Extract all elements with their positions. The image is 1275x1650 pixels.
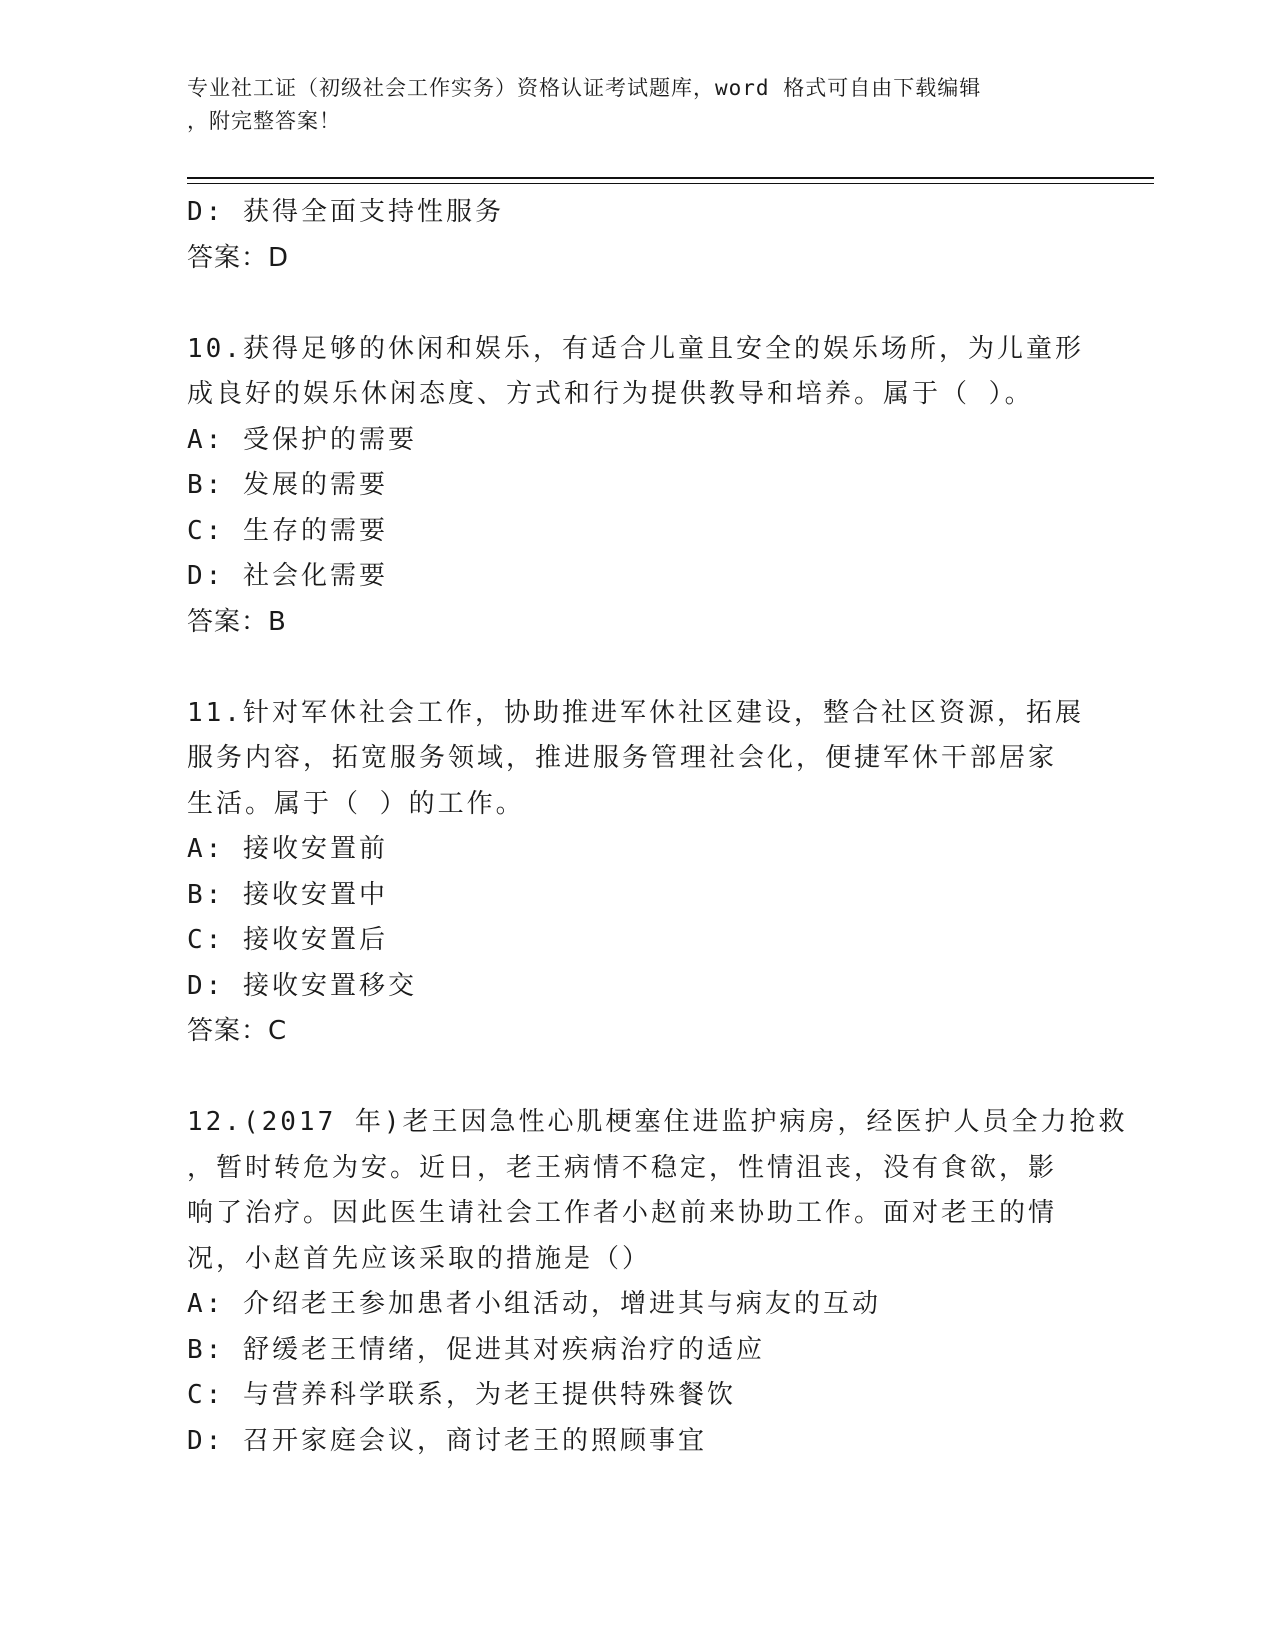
- spacer: [187, 1055, 1087, 1101]
- header-divider-thick: [187, 177, 1154, 179]
- option-c: C: 与营养科学联系，为老王提供特殊餐饮: [187, 1380, 736, 1410]
- question-stem-line: 11.针对军休社会工作，协助推进军休社区建设，整合社区资源，拓展: [187, 697, 1084, 728]
- question-stem-line: 10.获得足够的休闲和娱乐，有适合儿童且安全的娱乐场所，为儿童形: [187, 333, 1084, 364]
- option-d: D: 接收安置移交: [187, 970, 417, 1001]
- question-content: [187, 190, 1128, 1464]
- option-d: D: 社会化需要: [187, 561, 388, 591]
- question-stem-line: 况，小赵首先应该采取的措施是（）: [187, 1243, 652, 1274]
- answer-line: 答案：C: [187, 1016, 288, 1046]
- question-stem-line: 成良好的娱乐休闲态度、方式和行为提供教导和培养。属于（ ）。: [187, 379, 1034, 409]
- question-11: [187, 691, 1087, 1055]
- question-10: [187, 327, 1087, 646]
- option-c: C: 生存的需要: [187, 515, 388, 546]
- option-a: A: 介绍老王参加患者小组活动，增进其与病友的互动: [187, 1289, 881, 1319]
- document-header: [187, 72, 1067, 138]
- previous-question-tail: [187, 190, 1087, 281]
- question-stem-line: 12.(2017 年)老王因急性心肌梗塞住进监护病房，经医护人员全力抢救: [187, 1107, 1128, 1137]
- option-b: B: 接收安置中: [187, 879, 388, 910]
- option-c: C: 接收安置后: [187, 925, 388, 955]
- answer-line: 答案：B: [187, 606, 287, 637]
- question-stem-line: 服务内容，拓宽服务领域，推进服务管理社会化，便捷军休干部居家: [187, 743, 1058, 773]
- question-stem-line: ，暂时转危为安。近日，老王病情不稳定，性情沮丧，没有食欲，影: [187, 1152, 1058, 1183]
- question-stem-line: 响了治疗。因此医生请社会工作者小赵前来协助工作。面对老王的情: [187, 1198, 1058, 1228]
- question-stem-line: 生活。属于（ ）的工作。: [187, 788, 525, 819]
- option-b: B: 发展的需要: [187, 470, 388, 500]
- header-divider-thin: [187, 183, 1154, 184]
- spacer: [187, 281, 1087, 327]
- question-12: [187, 1100, 1128, 1464]
- option-a: A: 接收安置前: [187, 834, 388, 864]
- option-d: D: 获得全面支持性服务: [187, 197, 504, 227]
- option-a: A: 受保护的需要: [187, 424, 417, 455]
- answer-line: 答案：D: [187, 242, 290, 273]
- header-title-line-2: ，附完整答案！: [187, 109, 341, 133]
- option-d: D: 召开家庭会议，商讨老王的照顾事宜: [187, 1425, 707, 1456]
- spacer: [187, 645, 1087, 691]
- header-title-line-1: 专业社工证（初级社会工作实务）资格认证考试题库，word 格式可自由下载编辑: [187, 76, 982, 100]
- option-b: B: 舒缓老王情绪，促进其对疾病治疗的适应: [187, 1334, 765, 1365]
